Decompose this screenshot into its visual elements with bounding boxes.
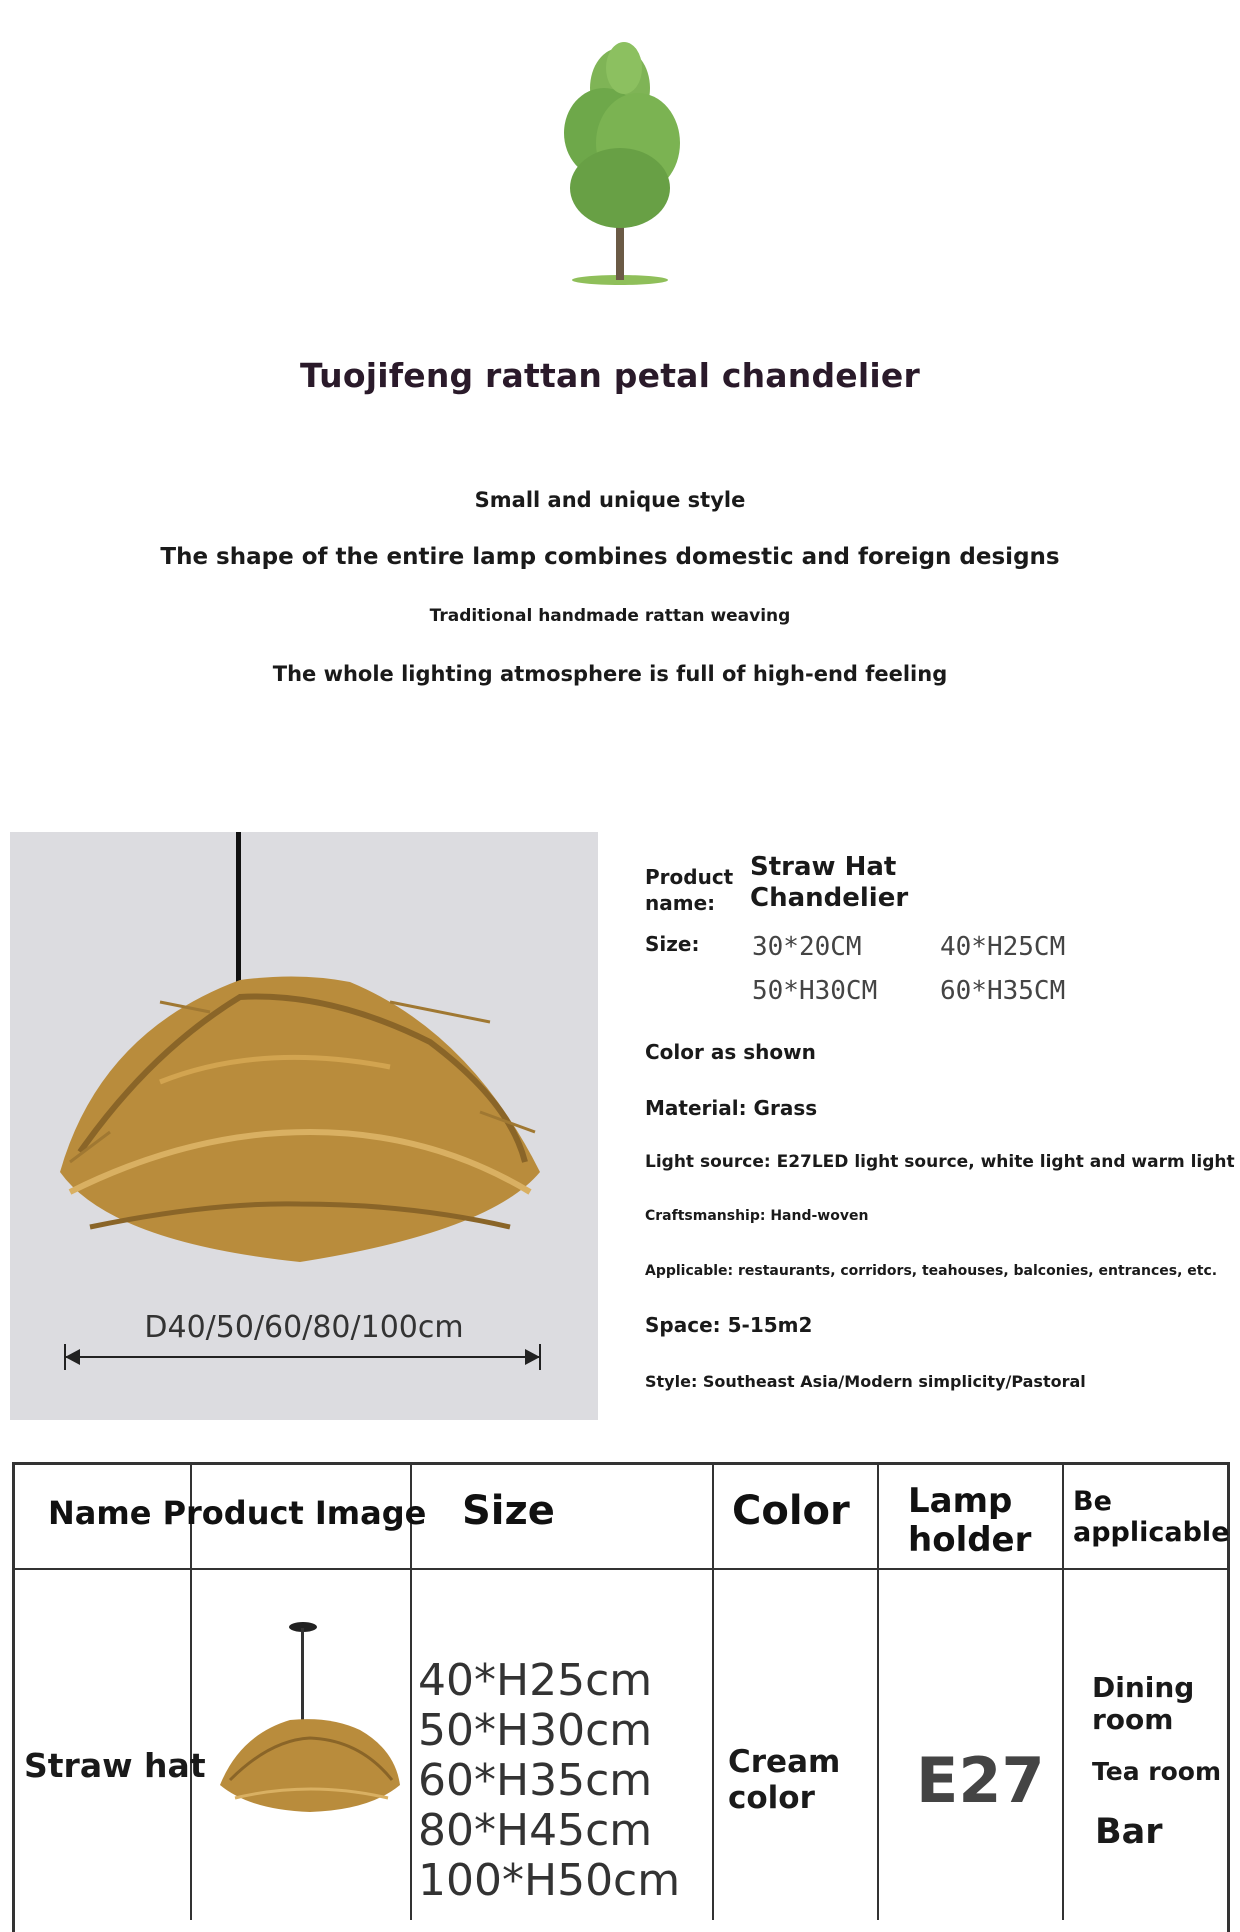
- header-applicable: Be applicable: [1073, 1486, 1230, 1548]
- table-divider: [877, 1462, 879, 1920]
- style-spec: Style: Southeast Asia/Modern simplicity/Pastoral: [645, 1372, 1086, 1391]
- applicable-spec: Applicable: restaurants, corridors, teahouses, balconies, entrances, etc.: [645, 1263, 1218, 1279]
- space-spec: Space: 5-15m2: [645, 1313, 813, 1337]
- cell-sizes: [418, 1656, 680, 1906]
- cell-product-name: Straw hat: [24, 1746, 206, 1785]
- feature-line: Traditional handmade rattan weaving: [429, 606, 791, 626]
- product-photo: [10, 832, 598, 1420]
- size-option: 50*H30CM: [752, 976, 878, 1006]
- cell-applicable-item: Dining room: [1092, 1671, 1195, 1736]
- size-option: 30*20CM: [752, 932, 862, 962]
- feature-line: Small and unique style: [474, 488, 746, 512]
- table-divider: [12, 1568, 1230, 1570]
- cell-color: Cream color: [728, 1744, 841, 1816]
- feature-line: The whole lighting atmosphere is full of high-end feeling: [272, 662, 948, 686]
- material-spec: Material: Grass: [645, 1096, 818, 1120]
- page-title: Tuojifeng rattan petal chandelier: [300, 356, 920, 395]
- size-option: 40*H25CM: [940, 932, 1066, 962]
- product-name-label: Product name:: [645, 865, 734, 915]
- tree-illustration: [540, 28, 700, 288]
- feature-line: The shape of the entire lamp combines domestic and foreign designs: [160, 544, 1060, 570]
- size-row: 100*H50cm: [418, 1855, 681, 1906]
- dimension-label: D40/50/60/80/100cm: [144, 1310, 464, 1345]
- size-label: Size:: [645, 932, 700, 956]
- light-source-spec: Light source: E27LED light source, white light and warm light: [645, 1152, 1235, 1172]
- size-option: 60*H35CM: [940, 976, 1066, 1006]
- table-divider: [712, 1462, 714, 1920]
- color-spec: Color as shown: [645, 1040, 816, 1064]
- header-name-image: Name Product Image: [48, 1494, 427, 1532]
- header-size: Size: [462, 1488, 555, 1534]
- size-row: 60*H35cm: [418, 1755, 653, 1806]
- product-thumbnail: [210, 1620, 410, 1840]
- cell-applicable-item: Tea room: [1092, 1757, 1221, 1786]
- cell-lamp-holder: E27: [916, 1744, 1045, 1817]
- size-row: 80*H45cm: [418, 1805, 653, 1856]
- size-row: 50*H30cm: [418, 1705, 653, 1756]
- header-lamp-holder: Lamp holder: [908, 1481, 1032, 1560]
- product-name-value: Straw Hat Chandelier: [750, 852, 909, 913]
- table-divider: [1062, 1462, 1064, 1920]
- cell-applicable-item: Bar: [1095, 1812, 1163, 1852]
- craftsmanship-spec: Craftsmanship: Hand-woven: [645, 1208, 869, 1224]
- header-color: Color: [732, 1488, 850, 1534]
- size-row: 40*H25cm: [418, 1655, 653, 1706]
